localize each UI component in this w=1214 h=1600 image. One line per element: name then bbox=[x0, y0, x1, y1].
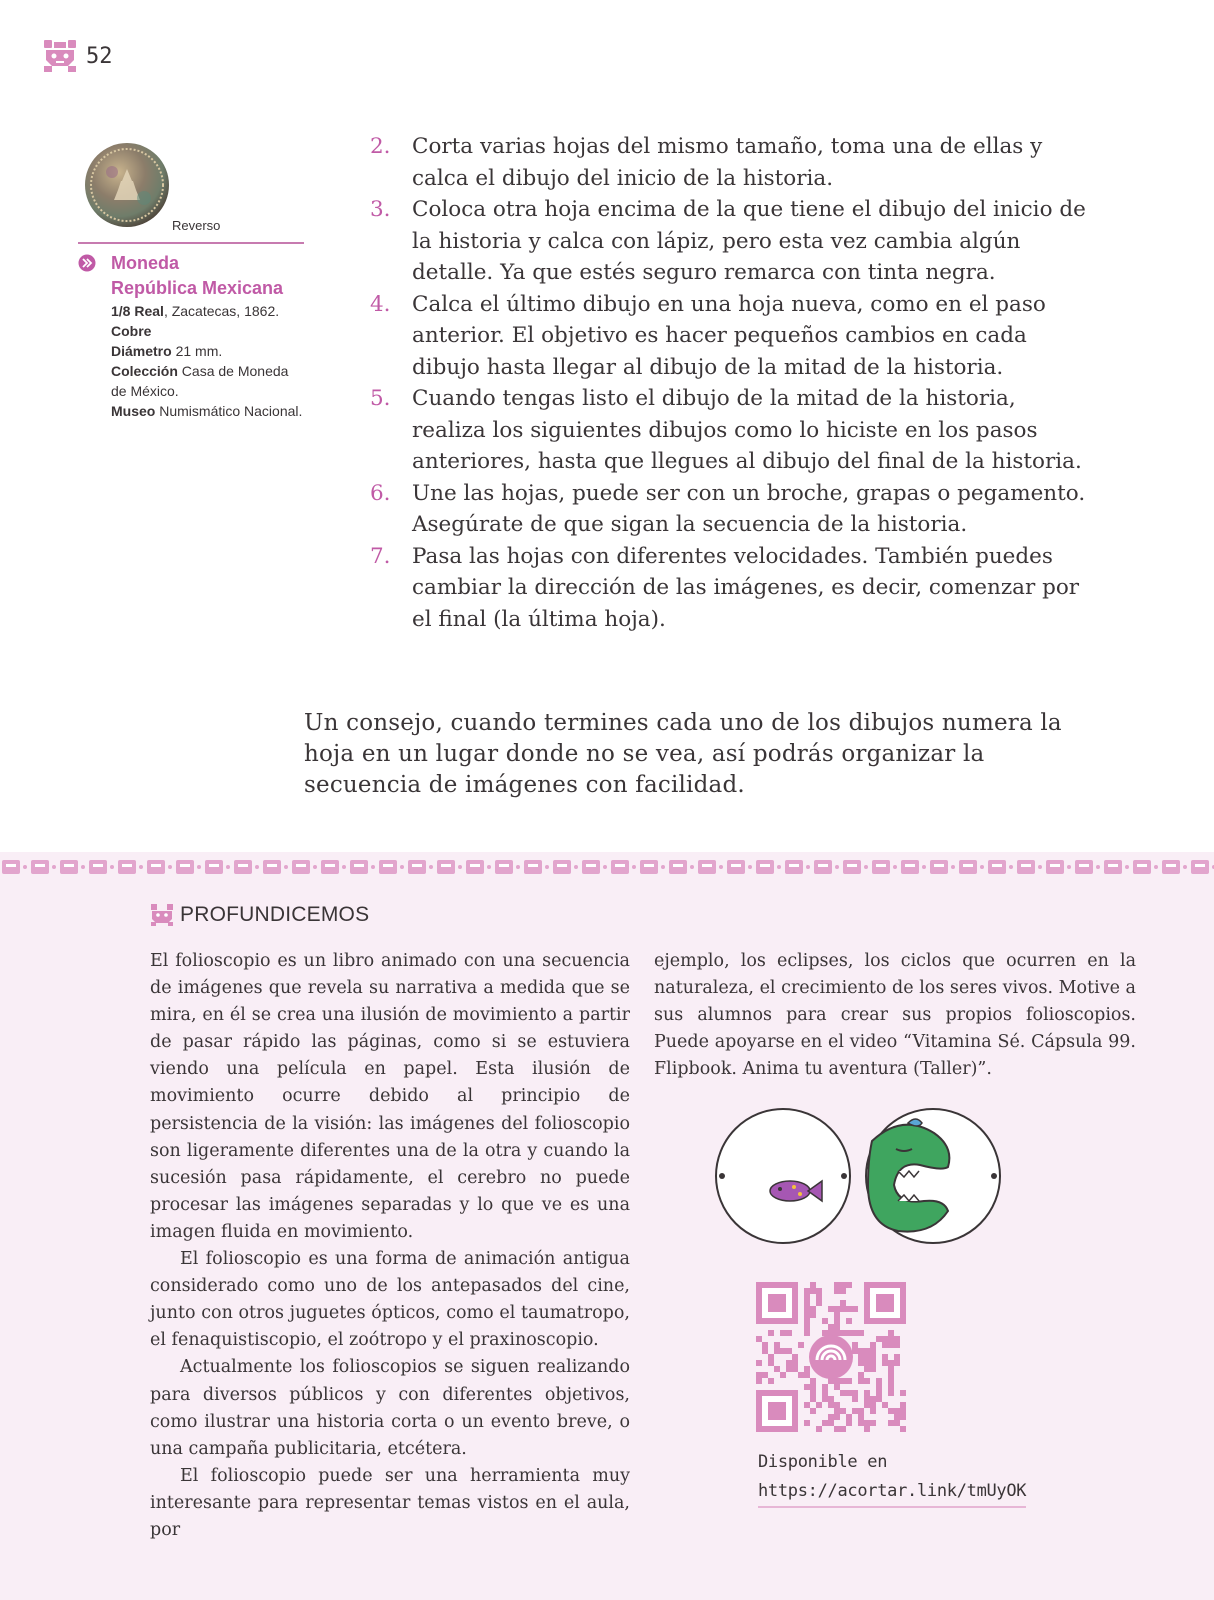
steps-list bbox=[370, 131, 1090, 635]
list-item bbox=[370, 289, 1090, 384]
list-item bbox=[370, 541, 1090, 636]
paragraph: Actualmente los folioscopios se siguen realizando para diversos públicos y con diferentes objetivos, como ilustrar una historia corta o un evento breve, o una campaña publicitaria, etcétera. bbox=[150, 1357, 630, 1459]
coin-detail-denomination: 1/8 Real, Zacatecas, 1862. bbox=[111, 303, 280, 319]
coin-caption: Reverso bbox=[172, 218, 221, 233]
page-header bbox=[42, 38, 113, 74]
coin-detail-museum: Museo Numismático Nacional. bbox=[111, 403, 303, 419]
step-text: Corta varias hojas del mismo tamaño, toma una de ellas y calca el dibujo del inicio de la historia. bbox=[412, 134, 1043, 191]
qr-code-icon bbox=[756, 1282, 908, 1432]
qr-link[interactable]: https://acortar.link/tmUyOK bbox=[758, 1477, 1026, 1508]
paragraph: El folioscopio es una forma de animación antigua considerado como uno de los antepasados del cine, junto con otros juguetes ópticos, como el taumatropo, el fenaquistiscopio, el zoótropo y el praxinoscopio. bbox=[150, 1249, 630, 1351]
list-item bbox=[370, 383, 1090, 478]
coin-title-2: República Mexicana bbox=[111, 278, 284, 298]
list-item bbox=[370, 194, 1090, 289]
profundicemos-heading bbox=[150, 903, 369, 927]
pre-hispanic-glyph-icon bbox=[42, 38, 78, 74]
coin-detail-collection: Colección Casa de Moneda de México. bbox=[111, 363, 289, 399]
coin-sidebar bbox=[78, 142, 304, 421]
list-item bbox=[370, 478, 1090, 541]
profundicemos-right-column bbox=[654, 948, 1136, 1083]
qr-label: Disponible en bbox=[758, 1452, 888, 1472]
step-text: Cuando tengas listo el dibujo de la mitad de la historia, realiza los siguientes dibujos como lo hiciste en los pasos anteriores, hasta que llegues al dibujo del final de la historia. bbox=[412, 386, 1082, 474]
tip-paragraph: Un consejo, cuando termines cada uno de los dibujos numera la hoja en un lugar donde no se vea, así podrás organizar la secuencia de imágenes con facilidad. bbox=[304, 710, 1062, 798]
step-number: 7. bbox=[370, 543, 391, 569]
coin-title-1: Moneda bbox=[111, 253, 180, 273]
step-number: 6. bbox=[370, 480, 391, 506]
section-title: PROFUNDICEMOS bbox=[180, 903, 370, 926]
glyph-icon bbox=[150, 903, 174, 927]
step-text: Pasa las hojas con diferentes velocidades. También puedes cambiar la dirección de las imágenes, es decir, comenzar por el final (la última hoja). bbox=[412, 543, 1080, 632]
flipbook-fish-dinosaur-illustration bbox=[712, 1105, 1004, 1247]
paragraph: El folioscopio puede ser una herramienta muy interesante para representar temas vistos en el aula, por bbox=[150, 1465, 630, 1540]
step-number: 5. bbox=[370, 386, 391, 411]
step-number: 3. bbox=[370, 197, 391, 222]
step-number: 2. bbox=[370, 134, 391, 159]
paragraph: ejemplo, los eclipses, los ciclos que ocurren en la naturaleza, el crecimiento de los seres vivos. Motive a sus alumnos para crear sus propios folioscopios. Puede apoyarse en el video “Vitamina Sé. Cápsula 99. Flipbook. Anima tu aventura (Taller)”. bbox=[654, 951, 1136, 1080]
step-text: Calca el último dibujo en una hoja nueva, como en el paso anterior. El objetivo es hacer pequeños cambios en cada dibujo hasta llegar al dibujo de la mitad de la historia. bbox=[412, 291, 1046, 380]
sidebar-divider bbox=[78, 242, 304, 244]
coin-detail-material: Cobre bbox=[111, 323, 152, 339]
coin-detail-diameter: Diámetro 21 mm. bbox=[111, 343, 223, 359]
step-number: 4. bbox=[370, 291, 391, 317]
paragraph: El folioscopio es un libro animado con una secuencia de imágenes que revela su narrativa a medida que se mira, en él se crea una ilusión de movimiento a partir de pasar rápido las páginas, como si se estuviera viendo una película en papel. Esta ilusión de movimiento ocurre debido al principio de persistencia de la visión: las imágenes del folioscopio son ligeramente diferentes una de la otra y cuando la sucesión pasa rápidamente, el cerebro no puede procesar las imágenes separadas y lo que ve es una imagen fluida en movimiento. bbox=[150, 951, 630, 1242]
chevron-right-icon bbox=[78, 254, 96, 272]
ornament-band-icon bbox=[0, 852, 1214, 882]
list-item bbox=[370, 131, 1090, 194]
step-text: Coloca otra hoja encima de la que tiene el dibujo del inicio de la historia y calca con lápiz, pero esta vez cambia algún detalle. Ya que estés seguro remarca con tinta negra. bbox=[412, 197, 1086, 285]
profundicemos-left-column bbox=[150, 948, 630, 1544]
step-text: Une las hojas, puede ser con un broche, grapas o pegamento. Asegúrate de que sigan la secuencia de la historia. bbox=[412, 480, 1086, 537]
qr-caption bbox=[758, 1448, 1026, 1508]
page-number: 52 bbox=[86, 43, 113, 69]
coin-reverse-icon bbox=[84, 142, 170, 228]
